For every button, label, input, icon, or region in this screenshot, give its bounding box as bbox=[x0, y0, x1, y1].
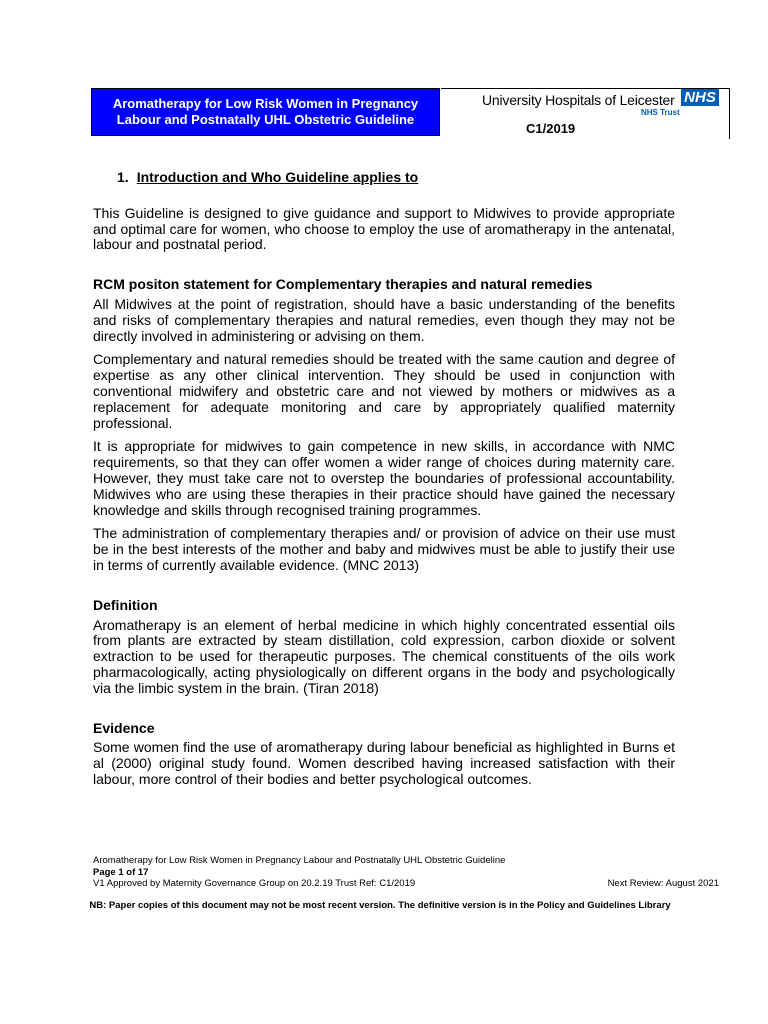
document-reference: C1/2019 bbox=[526, 121, 576, 136]
guideline-title: Aromatherapy for Low Risk Women in Pregnancy Labour and Postnatally UHL Obstetric Guideline bbox=[112, 96, 419, 127]
evidence-paragraph: Some women find the use of aromatherapy during labour beneficial as highlighted in Burns et al (2000) original study found. Women described having increased satisfaction with their labour, more control of their bodies and better psychological outcomes. bbox=[93, 739, 675, 787]
page-footer bbox=[93, 855, 719, 890]
next-review-text: Next Review: August 2021 bbox=[607, 878, 719, 889]
page-number: Page 1 of 17 bbox=[93, 866, 149, 878]
rcm-heading: RCM positon statement for Complementary therapies and natural remedies bbox=[93, 276, 593, 293]
nhs-logo: NHS bbox=[681, 89, 719, 106]
approval-text: V1 Approved by Maternity Governance Group on 20.2.19 Trust Ref: C1/2019 bbox=[93, 878, 416, 889]
nhs-trust-label: NHS Trust bbox=[641, 108, 680, 117]
definition-paragraph: Aromatherapy is an element of herbal medicine in which highly concentrated essential oils from plants are extracted by steam distillation, cold expression, carbon dioxide or solvent extraction to be used for therapeutic purposes. The chemical constituents of the oils work pharmacologically, acting physiologically on different organs in the body and psychologically via the limbic system in the brain. (Tiran 2018) bbox=[93, 616, 675, 696]
footer-approval-row bbox=[93, 878, 719, 890]
paper-copy-notice: NB: Paper copies of this document may not be most recent version. The definitive version is in the Policy and Guidelines Library bbox=[89, 900, 671, 911]
section-heading bbox=[117, 170, 675, 186]
intro-paragraph: This Guideline is designed to give guidance and support to Midwives to provide appropriate and optimal care for women, who choose to employ the use of aromatherapy in the antenatal, labour and postnatal period. bbox=[93, 204, 675, 253]
org-name: University Hospitals of Leicester bbox=[482, 92, 675, 108]
definition-heading: Definition bbox=[93, 596, 158, 613]
document-body bbox=[93, 170, 675, 796]
footer-title: Aromatherapy for Low Risk Women in Pregnancy Labour and Postnatally UHL Obstetric Guideline bbox=[93, 855, 506, 866]
section-heading-text: Introduction and Who Guideline applies to bbox=[136, 169, 419, 185]
rcm-paragraph: The administration of complementary therapies and/ or provision of advice on their use must be in the best interests of the mother and baby and midwives must be able to justify their use in terms of currently available evidence. (MNC 2013) bbox=[93, 525, 675, 573]
section-number: 1. bbox=[117, 169, 129, 185]
evidence-heading: Evidence bbox=[93, 719, 155, 736]
guideline-title-box bbox=[91, 88, 440, 136]
rcm-paragraph: It is appropriate for midwives to gain competence in new skills, in accordance with NMC requirements, so that they can offer women a wider range of choices during maternity care. However, they must take care not to overstep the boundaries of professional accountability. Midwives who are using these therapies in their practice should have gained the necessary knowledge and skills through recognised training programmes. bbox=[93, 438, 675, 518]
rcm-paragraph: Complementary and natural remedies should be treated with the same caution and degree of expertise as any other clinical intervention. They should be used in conjunction with conventional midwifery and obstetric care and not viewed by mothers or midwives as a replacement for adequate monitoring and care by appropriately qualified maternity professional. bbox=[93, 351, 675, 431]
rcm-paragraph: All Midwives at the point of registration, should have a basic understanding of the benefits and risks of complementary therapies and natural remedies, even though they may not be directly involved in administering or advising on them. bbox=[93, 295, 675, 344]
